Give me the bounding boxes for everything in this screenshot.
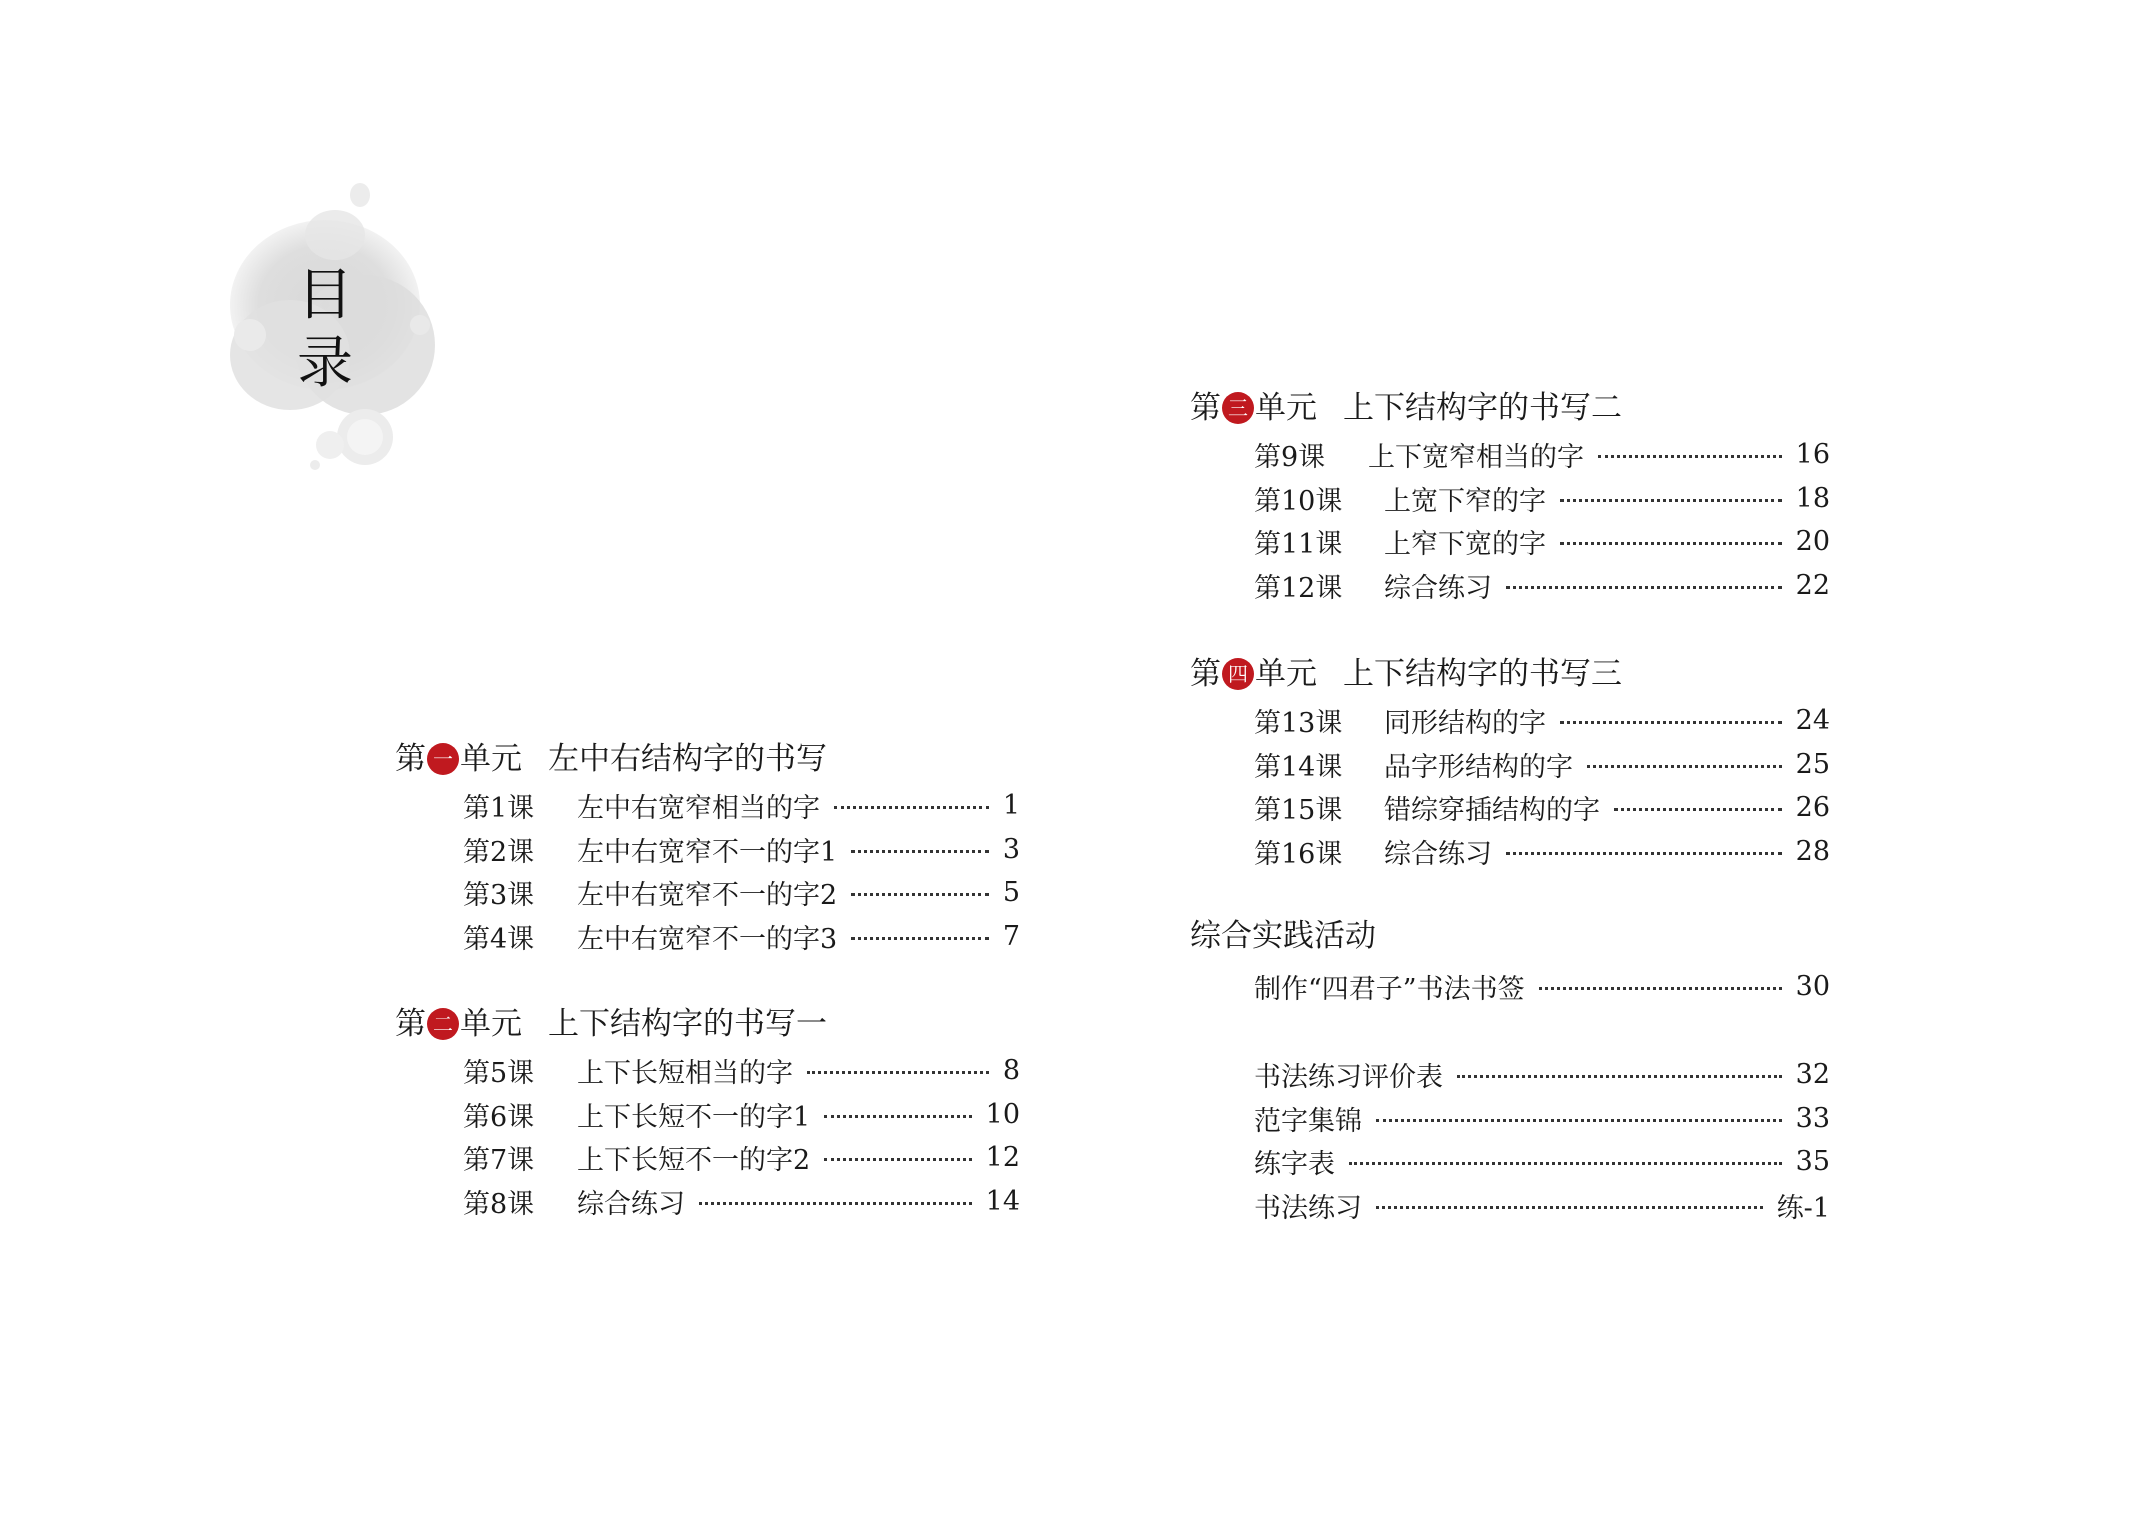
page-number: 1 — [1002, 790, 1020, 822]
toc-entry[interactable] — [1254, 564, 1830, 608]
lesson-number: 第13课 — [1254, 708, 1343, 740]
lesson-number: 第16课 — [1254, 838, 1343, 870]
lesson-title: 同形结构的字 — [1384, 708, 1546, 740]
activity-heading: 综合实践活动 — [1190, 918, 1376, 954]
lesson-number: 第5课 — [463, 1058, 535, 1090]
appendix-title: 书法练习评价表 — [1254, 1062, 1443, 1094]
lesson-title: 上下长短不一的字2 — [577, 1145, 811, 1177]
lesson-number: 第7课 — [463, 1145, 535, 1177]
page-number: 8 — [1002, 1055, 1020, 1087]
unit-title: 上下结构字的书写一 — [548, 1006, 827, 1042]
toc-entry[interactable] — [463, 871, 1020, 915]
dot-leader — [1560, 499, 1782, 502]
unit-numeral-badge: 三 — [1222, 392, 1254, 424]
dot-leader — [834, 806, 989, 809]
unit-suffix: 单元 — [460, 1006, 522, 1042]
title-char-2: 录 — [297, 331, 353, 396]
unit-suffix: 单元 — [1255, 656, 1317, 692]
toc-entry[interactable] — [463, 1049, 1020, 1093]
unit-numeral-badge: 二 — [427, 1008, 459, 1040]
dot-leader — [851, 850, 989, 853]
page-number: 26 — [1795, 792, 1830, 824]
lesson-title: 品字形结构的字 — [1384, 751, 1573, 783]
appendix-section — [1254, 1053, 1830, 1227]
lesson-title: 左中右宽窄不一的字3 — [577, 923, 838, 955]
dot-leader — [1614, 808, 1782, 811]
page-number: 24 — [1795, 705, 1830, 737]
page-number: 16 — [1795, 439, 1830, 471]
dot-leader — [1506, 586, 1782, 589]
dot-leader — [1376, 1119, 1782, 1122]
unit-title: 左中右结构字的书写 — [548, 741, 827, 777]
dot-leader — [1349, 1162, 1782, 1165]
appendix-title: 练字表 — [1254, 1149, 1335, 1181]
page-number: 35 — [1795, 1146, 1830, 1178]
toc-entry[interactable] — [1254, 1053, 1830, 1097]
lesson-number: 第2课 — [463, 836, 535, 868]
unit-heading — [1190, 651, 1830, 697]
appendix-title: 范字集锦 — [1254, 1105, 1362, 1137]
unit-prefix: 第 — [1190, 390, 1221, 426]
page-number: 33 — [1795, 1102, 1830, 1134]
lesson-number: 第14课 — [1254, 751, 1343, 783]
unit-suffix: 单元 — [460, 741, 522, 777]
toc-entry[interactable] — [463, 784, 1020, 828]
toc-entry[interactable] — [1254, 786, 1830, 830]
lesson-title: 左中右宽窄相当的字 — [577, 793, 820, 825]
unit-heading — [395, 1001, 1020, 1047]
lesson-number: 第15课 — [1254, 795, 1343, 827]
dot-leader — [851, 893, 989, 896]
toc-entry[interactable] — [463, 915, 1020, 959]
unit-prefix: 第 — [395, 741, 426, 777]
activity-title: 制作“四君子”书法书签 — [1254, 974, 1525, 1006]
dot-leader — [1506, 852, 1782, 855]
dot-leader — [699, 1202, 972, 1205]
lesson-title: 综合练习 — [1384, 838, 1492, 870]
unit-prefix: 第 — [395, 1006, 426, 1042]
unit-1 — [395, 736, 1020, 958]
lesson-title: 综合练习 — [577, 1188, 685, 1220]
page-number: 10 — [985, 1098, 1020, 1130]
toc-entry[interactable] — [1254, 743, 1830, 787]
unit-suffix: 单元 — [1255, 390, 1317, 426]
lesson-title: 综合练习 — [1384, 572, 1492, 604]
unit-heading — [395, 736, 1020, 782]
toc-entry[interactable] — [1254, 830, 1830, 874]
lesson-number: 第6课 — [463, 1101, 535, 1133]
page-number: 14 — [985, 1185, 1020, 1217]
title-char-1: 目 — [297, 263, 353, 328]
toc-entry[interactable] — [1254, 520, 1830, 564]
dot-leader — [1376, 1206, 1763, 1209]
lesson-title: 左中右宽窄不一的字1 — [577, 836, 838, 868]
page-number: 28 — [1795, 835, 1830, 867]
unit-title: 上下结构字的书写二 — [1343, 390, 1622, 426]
page-number: 32 — [1795, 1059, 1830, 1091]
page-number: 7 — [1002, 920, 1020, 952]
dot-leader — [1539, 987, 1782, 990]
toc-entry[interactable] — [1254, 1097, 1830, 1141]
lesson-number: 第11课 — [1254, 529, 1343, 561]
dot-leader — [824, 1158, 971, 1161]
unit-2 — [395, 1001, 1020, 1223]
dot-leader — [851, 937, 989, 940]
lesson-title: 上宽下窄的字 — [1384, 485, 1546, 517]
lesson-title: 左中右宽窄不一的字2 — [577, 880, 838, 912]
toc-entry[interactable] — [1254, 965, 1830, 1009]
lesson-number: 第8课 — [463, 1188, 535, 1220]
lesson-number: 第3课 — [463, 880, 535, 912]
toc-entry[interactable] — [463, 1180, 1020, 1224]
page-number: 练-1 — [1776, 1192, 1830, 1224]
toc-entry[interactable] — [1254, 477, 1830, 521]
toc-entry[interactable] — [463, 1093, 1020, 1137]
page-number: 5 — [1002, 877, 1020, 909]
unit-3 — [1190, 385, 1830, 607]
lesson-number: 第9课 — [1254, 442, 1326, 474]
toc-entry[interactable] — [1254, 1140, 1830, 1184]
page-number: 25 — [1795, 748, 1830, 780]
appendix-title: 书法练习 — [1254, 1192, 1362, 1224]
activity-section — [1190, 913, 1830, 1009]
lesson-title: 错综穿插结构的字 — [1384, 795, 1600, 827]
unit-prefix: 第 — [1190, 656, 1221, 692]
toc-entry[interactable] — [463, 828, 1020, 872]
toc-entry[interactable] — [463, 1136, 1020, 1180]
unit-heading — [1190, 385, 1830, 431]
dot-leader — [1587, 765, 1782, 768]
lesson-title: 上下宽窄相当的字 — [1368, 442, 1584, 474]
lesson-number: 第1课 — [463, 793, 535, 825]
lesson-title: 上窄下宽的字 — [1384, 529, 1546, 561]
page-number: 30 — [1795, 971, 1830, 1003]
dot-leader — [824, 1115, 971, 1118]
dot-leader — [1457, 1075, 1782, 1078]
lesson-title: 上下长短相当的字 — [577, 1058, 793, 1090]
unit-numeral-badge: 四 — [1222, 658, 1254, 690]
unit-4 — [1190, 651, 1830, 873]
page-number: 20 — [1795, 526, 1830, 558]
dot-leader — [807, 1071, 989, 1074]
lesson-number: 第10课 — [1254, 485, 1343, 517]
unit-numeral-badge: 一 — [427, 743, 459, 775]
lesson-number: 第4课 — [463, 923, 535, 955]
toc-entry[interactable] — [1254, 699, 1830, 743]
page-number: 22 — [1795, 569, 1830, 601]
unit-title: 上下结构字的书写三 — [1343, 656, 1622, 692]
page-number: 3 — [1002, 833, 1020, 865]
toc-entry[interactable] — [1254, 1184, 1830, 1228]
lesson-number: 第12课 — [1254, 572, 1343, 604]
dot-leader — [1598, 455, 1782, 458]
toc-entry[interactable] — [1254, 433, 1830, 477]
dot-leader — [1560, 721, 1782, 724]
page-number: 12 — [985, 1142, 1020, 1174]
lesson-title: 上下长短不一的字1 — [577, 1101, 811, 1133]
toc-title — [290, 262, 360, 398]
dot-leader — [1560, 542, 1782, 545]
page-number: 18 — [1795, 482, 1830, 514]
